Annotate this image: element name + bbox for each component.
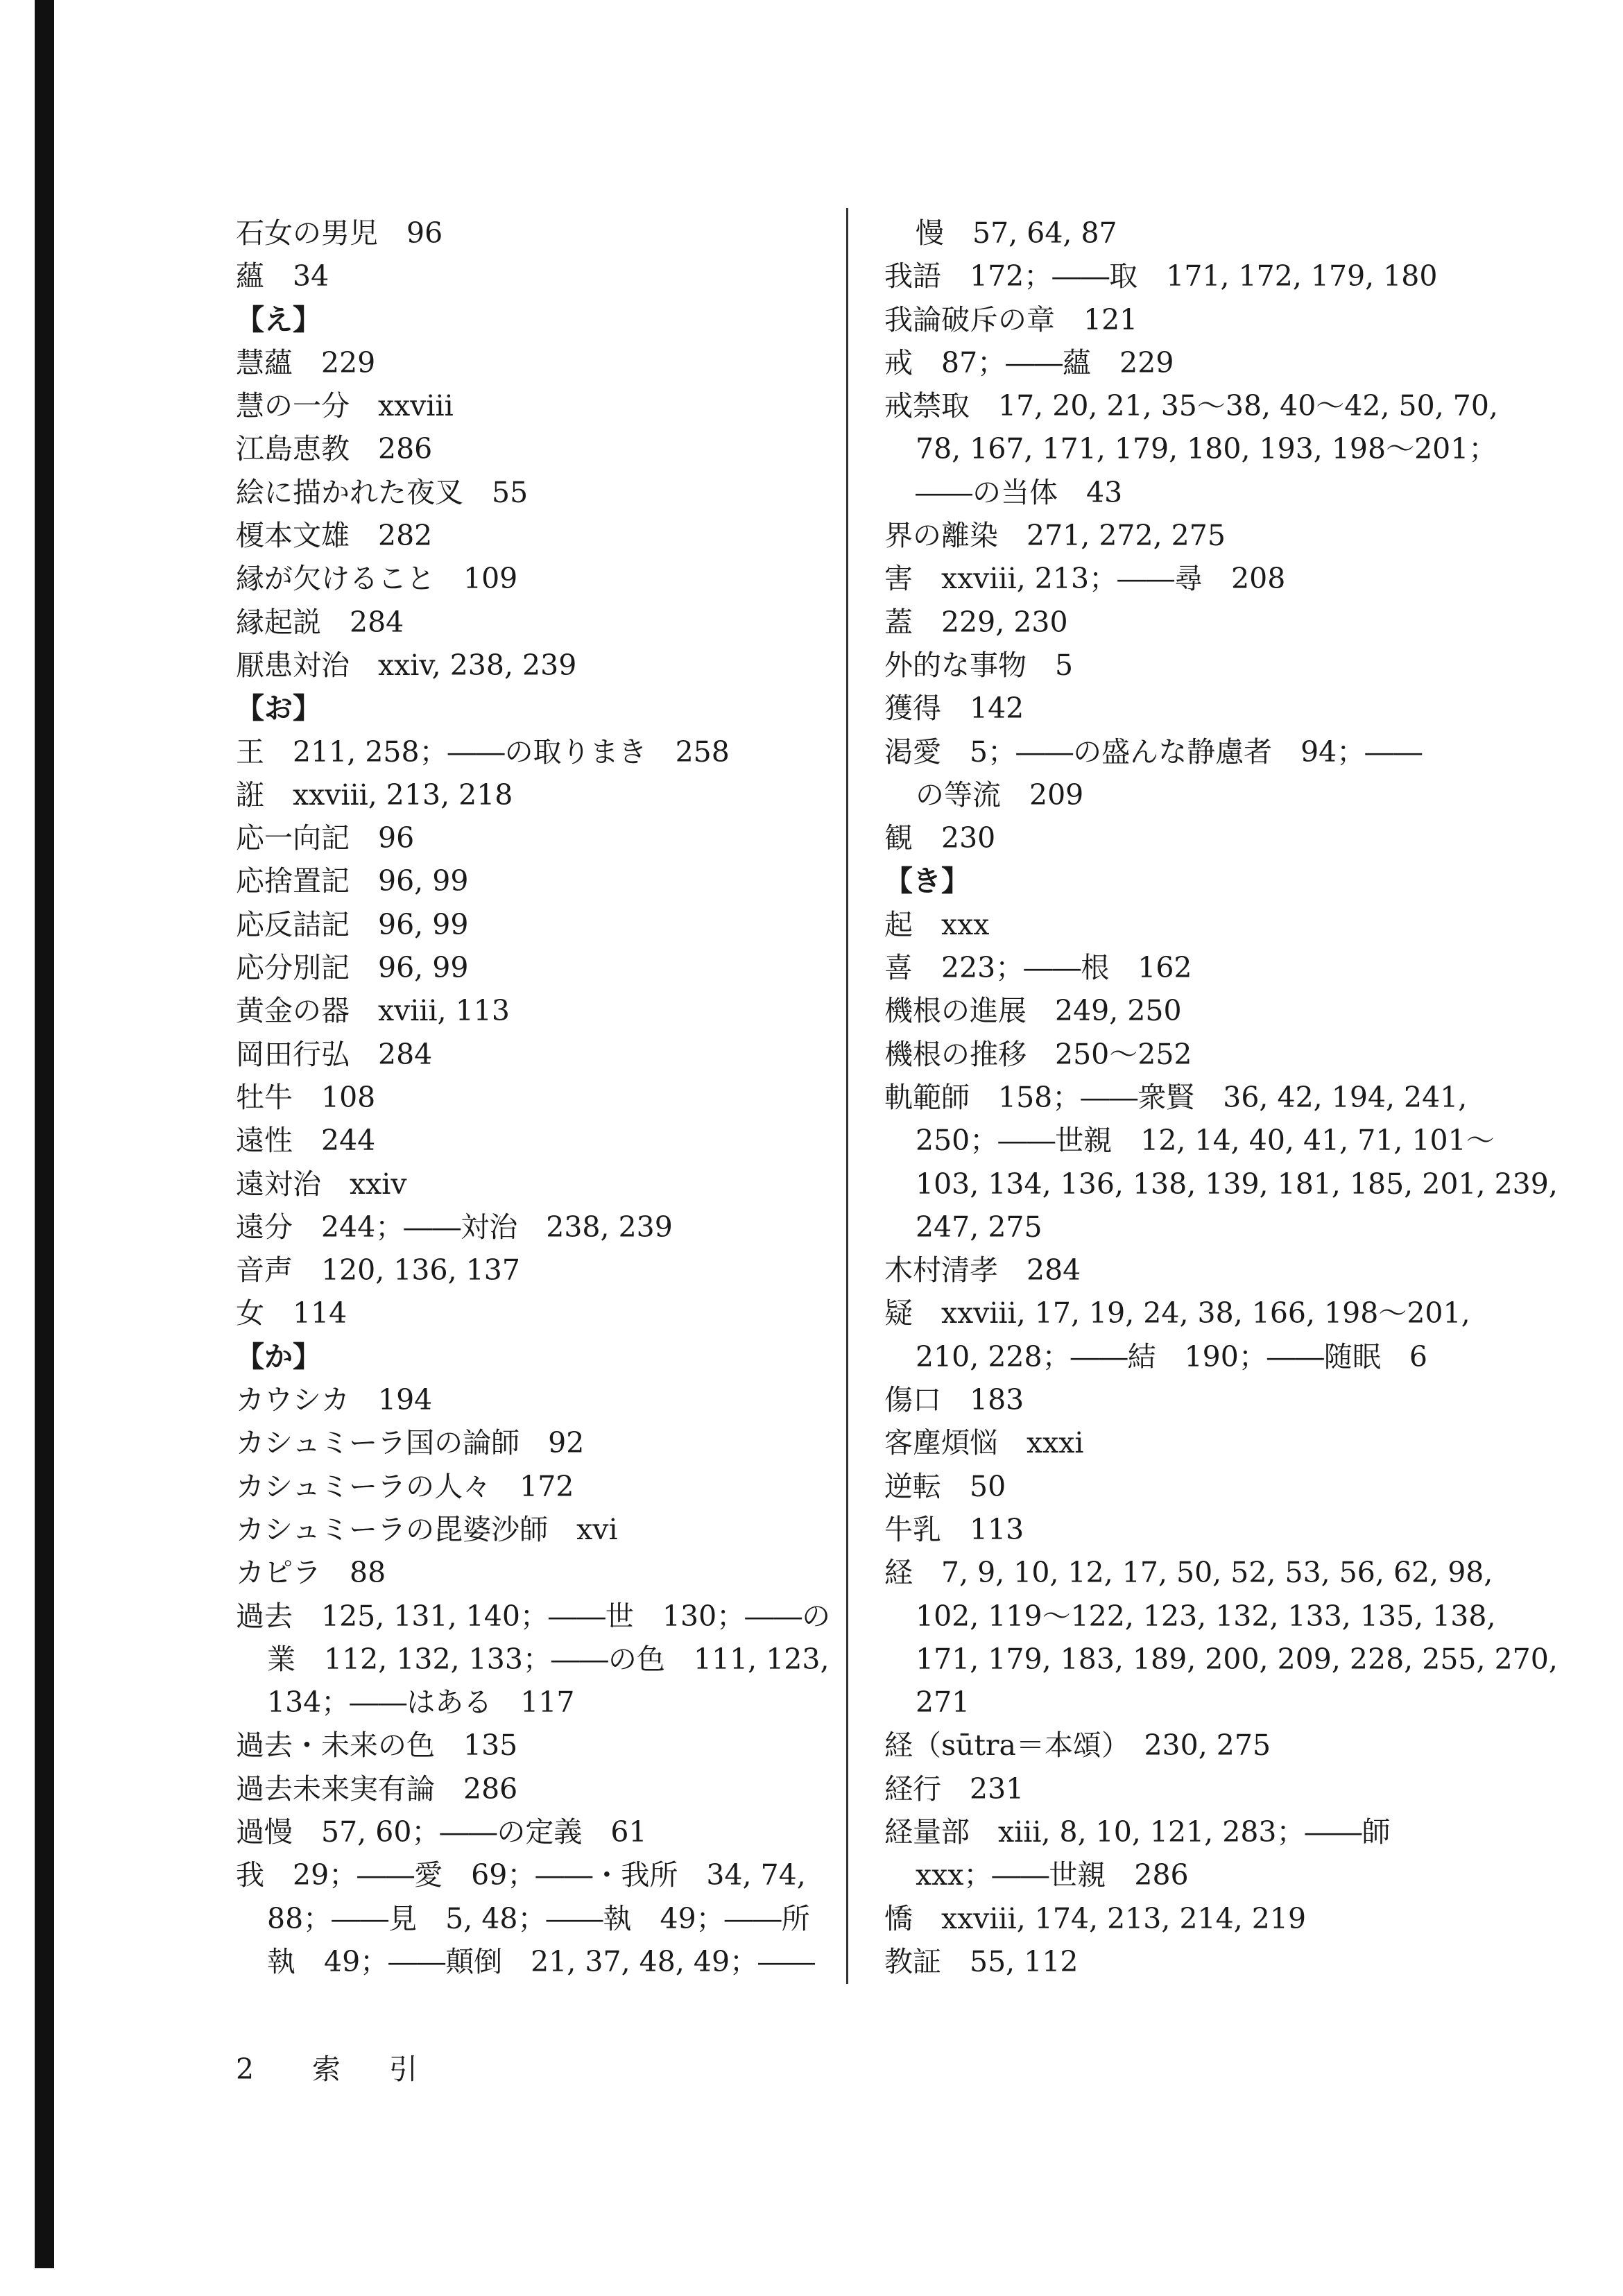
index-entry: 応一向記 96 — [236, 821, 415, 855]
index-entry: 経行 231 — [884, 1772, 1024, 1806]
index-entry: 蓋 229, 230 — [884, 605, 1068, 639]
index-entry: 観 230 — [884, 821, 996, 855]
index-entry: 女 114 — [236, 1296, 347, 1330]
index-entry: カシュミーラ国の論師 92 — [236, 1426, 585, 1460]
index-entry: 縁起説 284 — [236, 605, 404, 639]
index-entry: 戒禁取 17, 20, 21, 35～38, 40～42, 50, 70, — [884, 389, 1498, 423]
index-entry: 害 xxviii, 213；――尋 208 — [884, 562, 1286, 596]
index-entry: 我論破斥の章 121 — [884, 302, 1138, 336]
index-entry: 我語 172；――取 171, 172, 179, 180 — [884, 259, 1438, 293]
index-entry: 我 29；――愛 69；――・我所 34, 74, — [236, 1858, 806, 1892]
index-entry: 応分別記 96, 99 — [236, 951, 469, 985]
index-entry: 経 7, 9, 10, 12, 17, 50, 52, 53, 56, 62, 98, — [884, 1556, 1493, 1590]
index-entry: 牡牛 108 — [236, 1080, 376, 1114]
index-entry: 起 xxx — [884, 907, 990, 941]
index-entry: 音声 120, 136, 137 — [236, 1253, 520, 1287]
index-entry: 慧の一分 xxviii — [236, 389, 454, 423]
section-heading: 【か】 — [236, 1339, 321, 1373]
index-entry: 岡田行弘 284 — [236, 1037, 433, 1071]
index-entry: 厭患対治 xxiv, 238, 239 — [236, 648, 577, 682]
index-entry: 遠対治 xxiv — [236, 1167, 407, 1201]
index-entry: 獲得 142 — [884, 692, 1024, 726]
index-entry: 外的な事物 5 — [884, 648, 1074, 682]
index-entry-continuation: 134；――はある 117 — [267, 1686, 575, 1720]
index-column-left — [236, 212, 832, 1983]
index-entry-continuation: 210, 228；――結 190；――随眠 6 — [916, 1339, 1427, 1373]
section-heading: 【き】 — [884, 864, 970, 898]
index-entry: 誑 xxviii, 213, 218 — [236, 778, 513, 812]
index-entry-continuation: 171, 179, 183, 189, 200, 209, 228, 255, 270, — [916, 1642, 1558, 1676]
index-entry-continuation: 102, 119～122, 123, 132, 133, 135, 138, — [916, 1599, 1496, 1633]
index-entry-continuation: 執 49；――顛倒 21, 37, 48, 49；―― — [267, 1944, 816, 1978]
index-entry: 機根の推移 250～252 — [884, 1037, 1192, 1071]
index-entry-continuation: 103, 134, 136, 138, 139, 181, 185, 201, 239, — [916, 1167, 1558, 1201]
index-entry: カシュミーラの毘婆沙師 xvi — [236, 1512, 618, 1546]
index-entry: 木村清孝 284 — [884, 1253, 1081, 1287]
index-entry: 疑 xxviii, 17, 19, 24, 38, 166, 198～201, — [884, 1296, 1470, 1330]
index-entry: 経量部 xiii, 8, 10, 121, 283；――師 — [884, 1815, 1391, 1849]
index-entry: 過去 125, 131, 140；――世 130；――の — [236, 1599, 831, 1633]
index-entry-continuation: xxx；――世親 286 — [916, 1858, 1189, 1892]
index-entry-continuation: 88；――見 5, 48；――執 49；――所 — [267, 1901, 810, 1935]
index-entry: 客塵煩悩 xxxi — [884, 1426, 1084, 1460]
index-entry: 縁が欠けること 109 — [236, 562, 518, 596]
column-divider — [846, 208, 848, 1984]
index-entry: カシュミーラの人々 172 — [236, 1469, 574, 1503]
running-title: 索引 — [312, 2053, 466, 2086]
index-entry: 界の離染 271, 272, 275 — [884, 519, 1226, 553]
index-entry: 蘊 34 — [236, 259, 329, 293]
index-entry: 応捨置記 96, 99 — [236, 864, 469, 898]
index-entry: 遠性 244 — [236, 1124, 376, 1158]
index-entry: 過慢 57, 60；――の定義 61 — [236, 1815, 647, 1849]
index-entry: 傷口 183 — [884, 1383, 1024, 1417]
index-entry: カピラ 88 — [236, 1556, 386, 1590]
index-entry-continuation: 慢 57, 64, 87 — [916, 216, 1117, 250]
index-entry-continuation: 250；――世親 12, 14, 40, 41, 71, 101～ — [916, 1124, 1495, 1158]
index-entry-continuation: 78, 167, 171, 179, 180, 193, 198～201； — [916, 432, 1497, 466]
index-entry: 石女の男児 96 — [236, 216, 443, 250]
index-entry: 憍 xxviii, 174, 213, 214, 219 — [884, 1901, 1307, 1935]
index-entry-continuation: の等流 209 — [916, 778, 1084, 812]
index-entry: 過去未来実有論 286 — [236, 1772, 518, 1806]
index-entry-continuation: 271 — [916, 1686, 970, 1720]
index-entry: 機根の進展 249, 250 — [884, 994, 1182, 1028]
index-entry: 絵に描かれた夜叉 55 — [236, 475, 529, 509]
index-entry: 渇愛 5；――の盛んな静慮者 94；―― — [884, 735, 1423, 769]
index-entry: 逆転 50 — [884, 1469, 1006, 1503]
index-entry: 応反詰記 96, 99 — [236, 907, 469, 941]
index-column-right — [884, 212, 1558, 1983]
index-entry: 王 211, 258；――の取りまき 258 — [236, 735, 730, 769]
index-entry: 遠分 244；――対治 238, 239 — [236, 1210, 673, 1244]
index-entry: 軌範師 158；――衆賢 36, 42, 194, 241, — [884, 1080, 1468, 1114]
index-entry: 過去・未来の色 135 — [236, 1729, 518, 1763]
index-entry: 教証 55, 112 — [884, 1944, 1079, 1978]
index-entry-continuation: 業 112, 132, 133；――の色 111, 123, — [267, 1642, 830, 1676]
index-entry-continuation: ――の当体 43 — [916, 475, 1123, 509]
page-footer — [236, 2046, 466, 2087]
binding-edge — [35, 0, 54, 2268]
index-entry: 黄金の器 xviii, 113 — [236, 994, 510, 1028]
section-heading: 【お】 — [236, 692, 321, 726]
index-entry: 江島恵教 286 — [236, 432, 433, 466]
index-entry: 榎本文雄 282 — [236, 519, 433, 553]
index-entry: 経（sūtra＝本頌） 230, 275 — [884, 1729, 1271, 1763]
section-heading: 【え】 — [236, 302, 321, 336]
index-entry: 喜 223；――根 162 — [884, 951, 1192, 985]
index-entry: 戒 87；――蘊 229 — [884, 345, 1174, 379]
index-entry: 慧蘊 229 — [236, 345, 376, 379]
page-number: 2 — [236, 2053, 255, 2086]
index-entry-continuation: 247, 275 — [916, 1210, 1042, 1244]
index-entry: カウシカ 194 — [236, 1383, 433, 1417]
index-entry: 牛乳 113 — [884, 1512, 1024, 1546]
